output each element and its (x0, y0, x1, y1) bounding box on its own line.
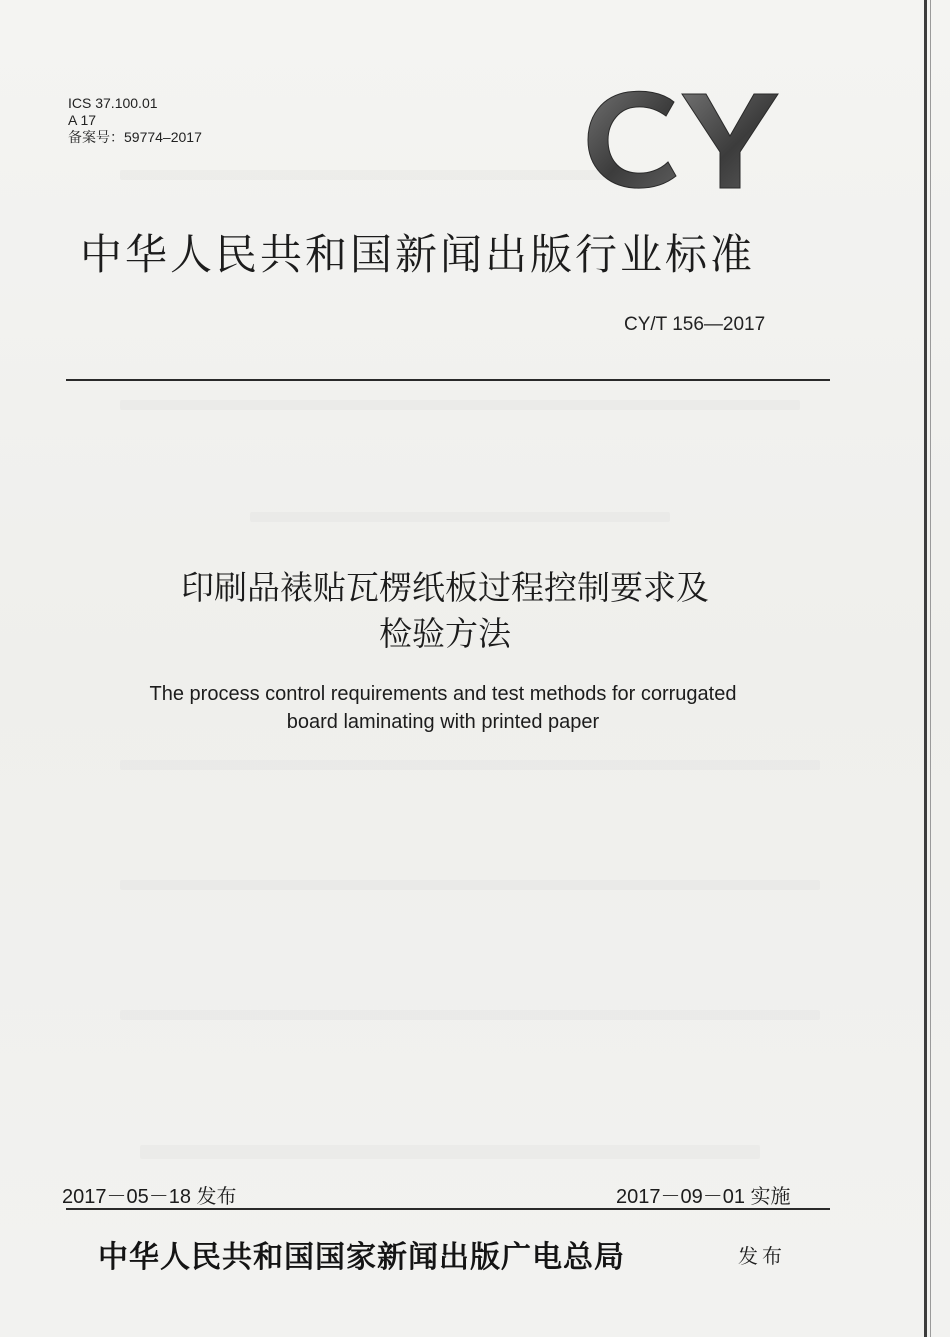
show-through-mark (250, 512, 670, 522)
show-through-mark (120, 170, 640, 180)
issue-date: 2017－05－18 发布 (62, 1186, 237, 1208)
standard-category-title: 中华人民共和国新闻出版行业标准 (80, 230, 756, 279)
english-title-line1: The process control requirements and test methods for corrugated (149, 683, 737, 705)
effective-date: 2017－09－01 实施 (616, 1186, 791, 1208)
standard-number: CY/T 156—2017 (624, 314, 766, 335)
logo-letter-c (588, 91, 676, 188)
page-edge-line (924, 0, 927, 1337)
cy-logo (582, 84, 782, 194)
ics-code: ICS 37.100.01 (68, 95, 158, 111)
ccs-code: A 17 (68, 112, 97, 128)
publish-label: 发布 (738, 1244, 786, 1268)
record-number: 备案号：59774–2017 (68, 129, 202, 145)
logo-text: CY (682, 144, 684, 145)
page-edge-line (930, 0, 931, 1337)
show-through-mark (120, 1010, 820, 1020)
logo-letter-y (682, 94, 778, 188)
footer-divider (66, 1208, 830, 1210)
show-through-mark (140, 1145, 760, 1159)
document-title-line2: 检验方法 (379, 614, 511, 653)
publisher-name: 中华人民共和国国家新闻出版广电总局 (98, 1240, 625, 1275)
show-through-mark (120, 400, 800, 410)
header-divider (66, 379, 830, 381)
classification-codes (68, 95, 202, 146)
english-title-line2: board laminating with printed paper (286, 711, 600, 733)
english-title (0, 680, 886, 736)
document-title-line1: 印刷品裱贴瓦楞纸板过程控制要求及 (181, 568, 709, 607)
show-through-mark (120, 880, 820, 890)
document-title (0, 565, 890, 657)
show-through-mark (120, 760, 820, 770)
